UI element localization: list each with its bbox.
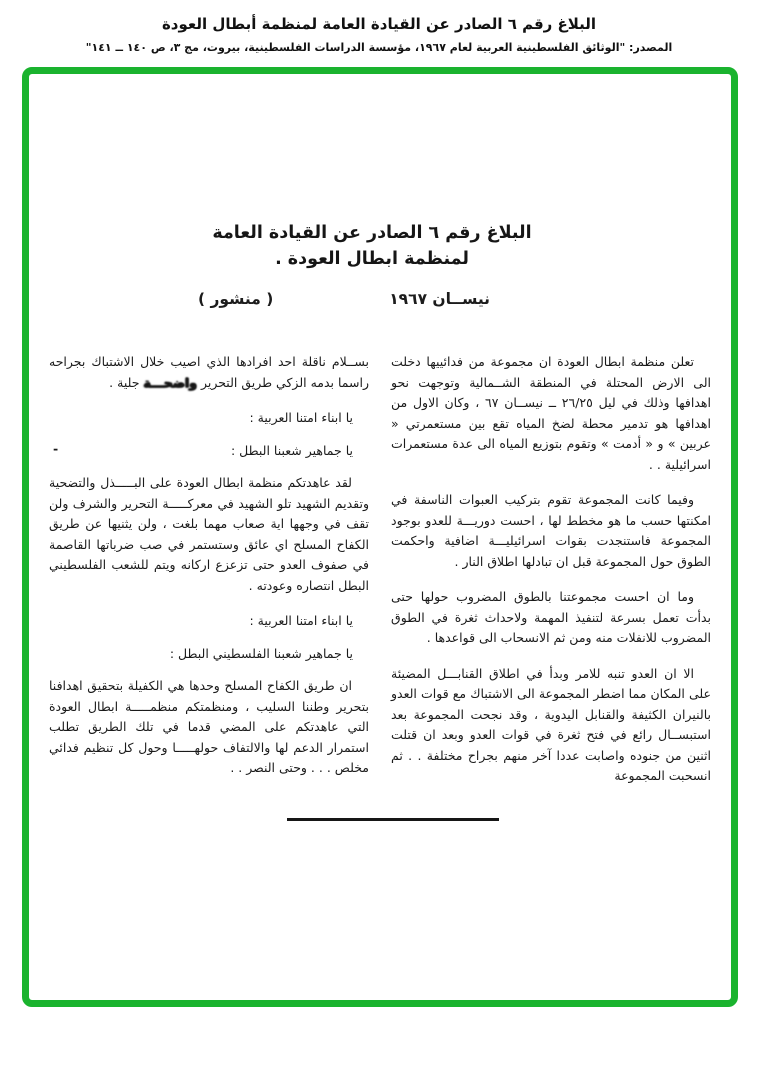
document-heading: البلاغ رقم ٦ الصادر عن القيادة العامة لمنظمة أبطال العودة bbox=[161, 15, 597, 33]
date-row bbox=[198, 290, 490, 308]
paragraph-announcement: تعلن منظمة ابطال العودة ان مجموعة من فدائييها دخلت الى الارض المحتلة في المنطقة الشــمالية وتوجهت نحو اهدافها وذلك في ليل ٢٦/٢٥ ــ نيســان ٦٧ ، وكان الاول من اهدافها هو تدمير محطة لضخ المياه تقع بين مستعمرتي « عربين » و « أدمت » وتقوم بتوزيع المياه الى عدة مستعمرات اسرائيلية . . bbox=[391, 354, 711, 472]
paragraph-breakout-plan: وما ان احست مجموعتنا بالطوق المضروب حولها حتى بدأت تعمل بسرعة لتنفيذ المهمة ولاحداث ثغرة في الطوق المضروب للانفلات منه ومن ثم الانسحاب الى قواعدها . bbox=[391, 589, 711, 645]
end-divider-rule bbox=[287, 818, 499, 821]
paragraph-ambush: وفيما كانت المجموعة تقوم بتركيب العبوات الناسفة في امكنتها حسب ما هو مخطط لها ، احست دوريـــة للعدو بوجود المجموعة فاستنجدت بقوات اسرائيليـــة اضافية واحكمت الطوق حول المجموعة قبل ان تبادلها اطلاق النار . bbox=[391, 492, 711, 569]
document-header bbox=[0, 0, 758, 54]
publication-note: ( منشور ) bbox=[198, 290, 274, 308]
communique-title-line2: لمنظمة ابطال العودة . bbox=[275, 249, 469, 269]
communique-title-line1: البلاغ رقم ٦ الصادر عن القيادة العامة bbox=[212, 223, 532, 243]
paragraph-withdrawal bbox=[49, 352, 369, 393]
page-border-frame bbox=[22, 67, 738, 1007]
document-source-citation: المصدر: "الوثائق الفلسطينية العربية لعام ١٩٦٧، مؤسسة الدراسات الفلسطينية، بيروت، مج ٣، ص ١٤٠ ــ ١٤١" bbox=[85, 41, 673, 54]
body-columns bbox=[49, 352, 711, 802]
column-left bbox=[49, 352, 369, 802]
date-text: نيســان ١٩٦٧ bbox=[389, 290, 490, 308]
paragraph-armed-struggle: ان طريق الكفاح المسلح وحدها هي الكفيلة بتحقيق اهدافنا بتحرير وطننا السليب ، ومنظمتكم منظمـــــة ابطال العودة التي عاهدتكم على المضي قدما في تلك الطريق تطلب استمرار الدعم لها والالتفاف حولهـــــا وحول كل تنظيم فدائي مخلص . . . وحتى النصر . . bbox=[49, 678, 369, 775]
stray-dash-mark: - bbox=[53, 440, 59, 456]
paragraph-withdrawal-end: جلية . bbox=[109, 374, 144, 390]
salutation-arab-nation-2: يا ابناء امتنا العربية : bbox=[249, 613, 353, 628]
salutation-palestinian-people: يا جماهير شعبنا الفلسطيني البطل : bbox=[169, 645, 353, 661]
salutation-arab-nation-1: يا ابناء امتنا العربية : bbox=[249, 410, 353, 425]
column-right bbox=[391, 352, 711, 802]
communique-title bbox=[41, 220, 703, 272]
smudged-word: واضحـــة bbox=[143, 374, 197, 390]
salutation-heroic-people-1-text: يا جماهير شعبنا البطل : bbox=[230, 442, 353, 458]
salutation-heroic-people-1 bbox=[49, 441, 369, 462]
paragraph-engagement: الا ان العدو تنبه للامر وبدأ في اطلاق القنابـــل المضيئة على المكان مما اضطر المجموعة الى الاشتباك مع قوات العدو بالنيران الكثيفة والقنابل اليدوية ، وقد نجحت المجموعة بعد استبســال رائع في فتح ثغرة في قوات العدو وبعد ان قتلت اثنين من جنوده واصابت عددا آخر منهم بجراح مختلفة . . ثم انسحبت المجموعة bbox=[391, 665, 711, 783]
paragraph-pledge: لقد عاهدتكم منظمة ابطال العودة على البـــــذل والتضحية وتقديم الشهيد تلو الشهيد في معركـــــة التحرير والشرف ولن تقف في وجهها اية صعاب مهما بلغت ، ولن يثنيها عن طريق الكفاح المسلح اي عائق وستستمر في صب ضرباتها القاصمة في صفوف العدو حتى تزعزع اركانه ويتم للشعب الفلسطيني البطل انتصاره وعودته . bbox=[49, 475, 369, 593]
paragraph-withdrawal-text: بســلام ناقلة احد افرادها الذي اصيب خلال الاشتباك بجراحه راسما بدمه الزكي طريق التحرير bbox=[49, 354, 369, 390]
